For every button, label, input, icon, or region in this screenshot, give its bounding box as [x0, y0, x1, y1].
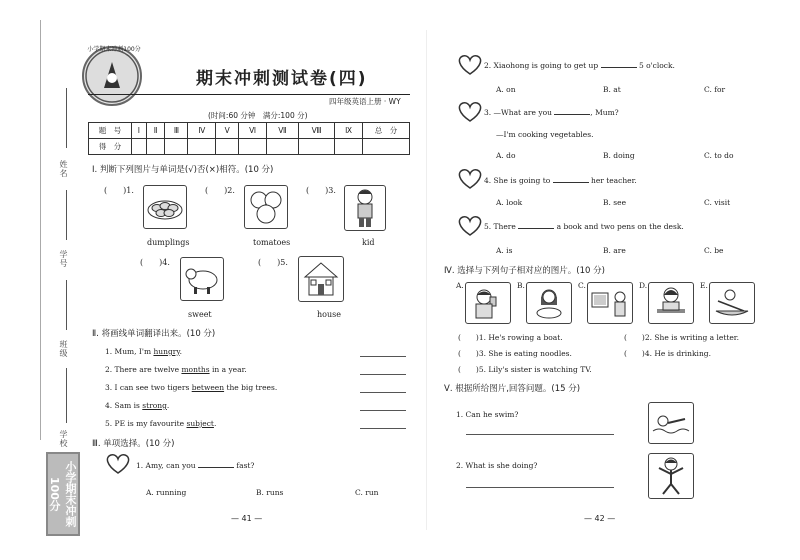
answer-blank[interactable]: [360, 392, 406, 393]
translate-item: [105, 419, 216, 428]
time-note: (时间:60 分钟 满分:100 分): [208, 111, 308, 120]
table-cell: 题 号: [89, 123, 132, 139]
score-cell[interactable]: [266, 139, 298, 155]
spine-line: [66, 88, 67, 148]
question-3-reply: —I'm cooking vegetables.: [496, 130, 594, 139]
item-word: tomatoes: [253, 238, 291, 247]
stem-text: fast?: [233, 461, 255, 470]
stem-text: a book and two pens on the desk.: [554, 222, 684, 231]
tv-icon[interactable]: [587, 282, 633, 324]
underlined-word: hungry: [153, 347, 180, 356]
table-cell: Ⅰ: [132, 123, 147, 139]
table-cell: Ⅳ: [188, 123, 216, 139]
section-2-heading: Ⅱ. 将画线单词翻译出来。(10 分): [92, 329, 216, 339]
item-word: sweet: [188, 310, 212, 319]
score-table: [88, 122, 410, 155]
kid-icon: [344, 185, 386, 231]
option[interactable]: B. runs: [256, 488, 284, 497]
option[interactable]: C. to do: [704, 151, 734, 160]
option[interactable]: C. run: [355, 488, 379, 497]
table-cell: Ⅶ: [266, 123, 298, 139]
girl-dancing-icon: [648, 453, 694, 499]
spine-label-school: 学校: [59, 430, 68, 448]
stem-text: 1. Amy, can you: [136, 461, 198, 470]
table-cell: Ⅸ: [335, 123, 363, 139]
score-table-score-row: [89, 139, 410, 155]
option[interactable]: A. look: [496, 198, 523, 207]
item-word: house: [317, 310, 341, 319]
underlined-word: subject: [186, 419, 214, 428]
item-number[interactable]: ( )5.: [258, 258, 288, 267]
answer-blank[interactable]: [360, 410, 406, 411]
table-cell: 总 分: [363, 123, 410, 139]
title-rule: [88, 94, 410, 95]
question-1-stem: [136, 461, 254, 470]
page-gutter: [426, 30, 427, 530]
fold-line: [40, 20, 41, 440]
item-text: 5. PE is my favourite: [105, 419, 187, 428]
section-1-heading: Ⅰ. 判断下列图片与单词是(√)否(×)相符。(10 分): [92, 165, 274, 175]
drinking-boy-icon[interactable]: [465, 282, 511, 324]
item-word: dumplings: [147, 238, 190, 247]
answer-blank[interactable]: [360, 428, 406, 429]
brand-logo-vertical: 小学期末冲刺100分: [46, 452, 80, 536]
section-4-heading: Ⅳ. 选择与下列句子相对应的图片。(10 分): [444, 266, 605, 276]
underlined-word: months: [181, 365, 210, 374]
stem-text: , Mum?: [590, 108, 619, 117]
option[interactable]: C. be: [704, 246, 724, 255]
spine-label-name: 姓名: [59, 160, 68, 178]
score-cell[interactable]: [239, 139, 267, 155]
score-table-header-row: [89, 123, 410, 139]
girl-writing-icon[interactable]: [648, 282, 694, 324]
option[interactable]: A. is: [496, 246, 513, 255]
item-text: 3. I can see two tigers: [105, 383, 192, 392]
table-cell: Ⅵ: [239, 123, 267, 139]
score-cell[interactable]: [188, 139, 216, 155]
option[interactable]: B. doing: [603, 151, 635, 160]
underlined-word: strong: [142, 401, 167, 410]
stem-text: 4. She is going to: [484, 176, 553, 185]
item-word: kid: [362, 238, 375, 247]
answer-blank[interactable]: [518, 228, 554, 229]
logo-badge-icon: [84, 48, 140, 104]
score-cell[interactable]: [132, 139, 147, 155]
spine-label-id: 学号: [59, 250, 68, 268]
swimming-icon: [648, 402, 694, 444]
option[interactable]: B. see: [603, 198, 627, 207]
score-cell[interactable]: [363, 139, 410, 155]
score-cell[interactable]: [165, 139, 188, 155]
translate-item: [105, 401, 169, 410]
girl-noodles-icon[interactable]: [526, 282, 572, 324]
translate-item: [105, 365, 247, 374]
table-cell: 得 分: [89, 139, 132, 155]
section-5-heading: Ⅴ. 根据所给图片,回答问题。(15 分): [444, 384, 581, 394]
translate-item: [105, 383, 277, 392]
answer-line[interactable]: [466, 434, 614, 435]
pic-label: E.: [700, 281, 708, 290]
item-number[interactable]: ( )1.: [104, 186, 134, 195]
spine-line: [66, 368, 67, 423]
stem-text: 5. There: [484, 222, 519, 231]
option[interactable]: A. on: [496, 85, 516, 94]
question-4-stem: [484, 176, 637, 185]
score-cell[interactable]: [298, 139, 334, 155]
question-5-stem: [484, 222, 684, 231]
logo-text: 小学期末冲刺100分: [87, 46, 141, 53]
item-text: in a year.: [209, 365, 247, 374]
table-cell: Ⅱ: [146, 123, 165, 139]
pic-label: B.: [517, 281, 525, 290]
item-text: 4. Sam is: [105, 401, 143, 410]
spine-line: [66, 280, 67, 330]
option[interactable]: C. for: [704, 85, 726, 94]
underlined-word: between: [191, 383, 225, 392]
heart-icon: [456, 168, 484, 190]
item-text: .: [213, 419, 217, 428]
section-3-heading: Ⅲ. 单项选择。(10 分): [92, 439, 175, 449]
heart-icon: [456, 215, 484, 237]
question-text: 1. Can he swim?: [456, 410, 519, 419]
pic-label: A.: [456, 281, 464, 290]
option[interactable]: B. at: [603, 85, 621, 94]
score-cell[interactable]: [335, 139, 363, 155]
item-number[interactable]: ( )4.: [140, 258, 170, 267]
answer-blank[interactable]: [198, 467, 234, 468]
item-number[interactable]: ( )2.: [205, 186, 235, 195]
item-text: 2. There are twelve: [105, 365, 182, 374]
tomatoes-icon: [244, 185, 288, 229]
option[interactable]: B. are: [603, 246, 626, 255]
question-2-stem: [484, 61, 675, 70]
match-item[interactable]: ( )4. He is drinking.: [624, 349, 711, 358]
page-number-right: — 42 —: [584, 514, 616, 523]
table-cell: Ⅲ: [165, 123, 188, 139]
heart-icon: [104, 453, 132, 475]
score-cell[interactable]: [146, 139, 165, 155]
spine-line: [66, 190, 67, 240]
option[interactable]: C. visit: [704, 198, 731, 207]
house-icon: [298, 256, 344, 302]
heart-icon: [456, 54, 484, 76]
match-item[interactable]: ( )2. She is writing a letter.: [624, 333, 739, 342]
stem-text: 3. —What are you: [484, 108, 555, 117]
item-text: .: [179, 347, 182, 356]
table-cell: Ⅴ: [216, 123, 239, 139]
heart-icon: [456, 101, 484, 123]
rowing-icon[interactable]: [709, 282, 755, 324]
match-item[interactable]: ( )5. Lily's sister is watching TV.: [458, 365, 592, 374]
grade-label: 四年级英语上册 · WY: [329, 97, 401, 106]
answer-blank[interactable]: [360, 356, 406, 357]
stem-text: her teacher.: [588, 176, 637, 185]
pic-label: C.: [578, 281, 586, 290]
option[interactable]: A. running: [146, 488, 187, 497]
stem-text: 5 o'clock.: [636, 61, 675, 70]
item-number[interactable]: ( )3.: [306, 186, 336, 195]
table-cell: Ⅷ: [298, 123, 334, 139]
answer-line[interactable]: [466, 487, 614, 488]
sheep-icon: [180, 257, 224, 301]
match-item[interactable]: ( )1. He's rowing a boat.: [458, 333, 563, 342]
spine-label-class: 班级: [59, 340, 68, 358]
page-number-left: — 41 —: [231, 514, 263, 523]
question-3-stem: [484, 108, 619, 117]
answer-blank[interactable]: [601, 67, 637, 68]
stem-text: 2. Xiaohong is going to get up: [484, 61, 601, 70]
item-text: .: [166, 401, 170, 410]
translate-item: [105, 347, 182, 356]
match-item[interactable]: ( )3. She is eating noodles.: [458, 349, 572, 358]
question-text: 2. What is she doing?: [456, 461, 538, 470]
page-title: 期末冲刺测试卷(四): [196, 69, 368, 89]
item-text: the big trees.: [224, 383, 278, 392]
score-cell[interactable]: [216, 139, 239, 155]
item-text: 1. Mum, I'm: [105, 347, 154, 356]
option[interactable]: A. do: [496, 151, 516, 160]
dumplings-icon: [143, 185, 187, 229]
answer-blank[interactable]: [553, 182, 589, 183]
answer-blank[interactable]: [360, 374, 406, 375]
pic-label: D.: [639, 281, 648, 290]
answer-blank[interactable]: [554, 114, 590, 115]
series-logo: [82, 46, 142, 106]
